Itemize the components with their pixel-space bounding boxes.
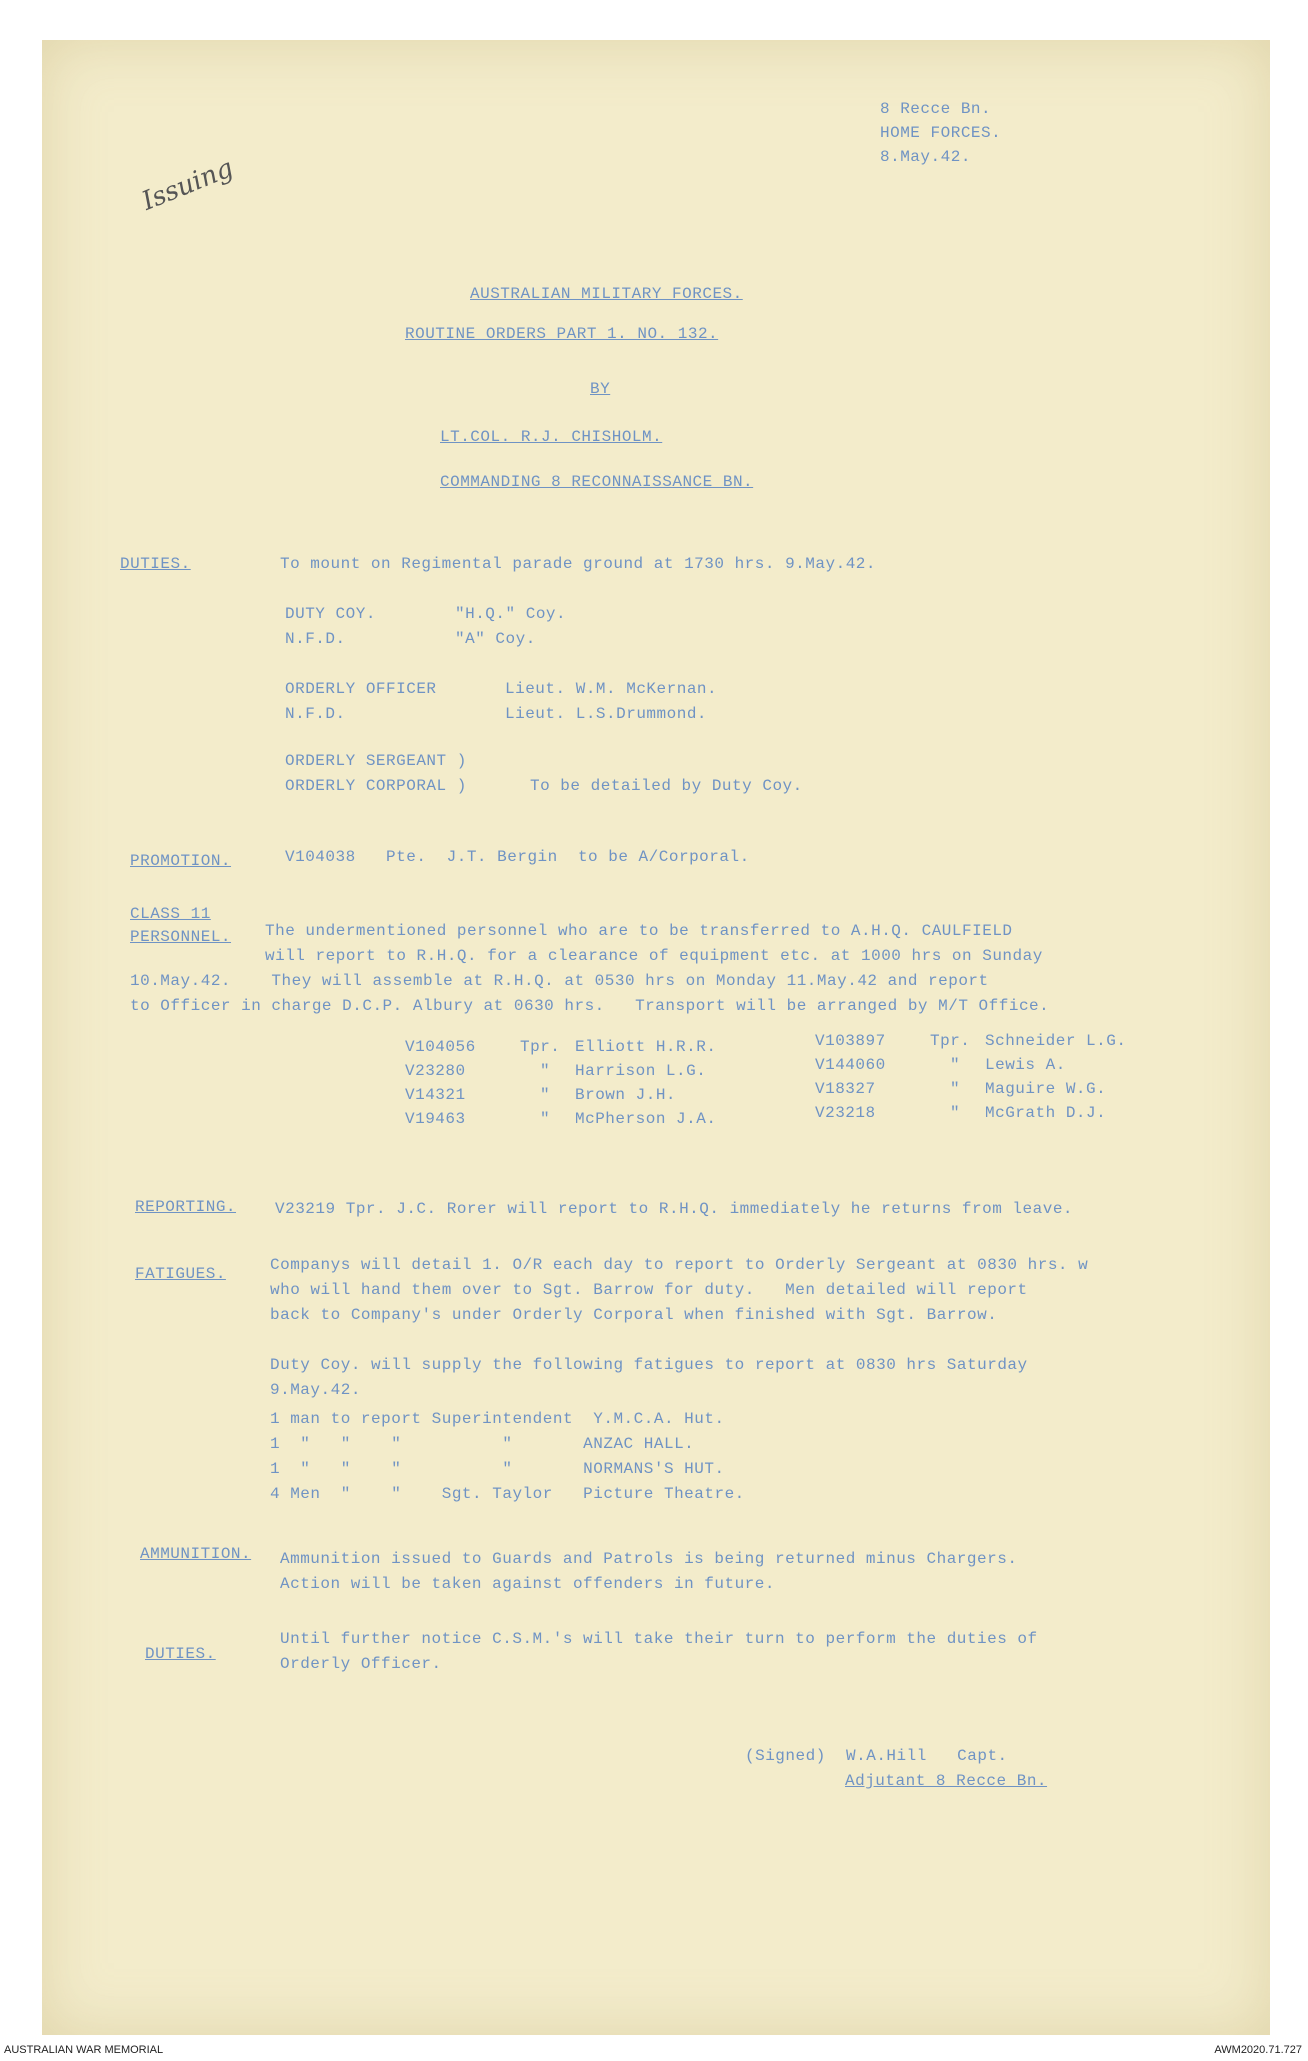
personnel-cell: Lewis A. [985, 1056, 1066, 1074]
fatigues-list-item: 1 " " " " ANZAC HALL. [270, 1435, 695, 1453]
ammunition-line: Action will be taken against offenders in future. [280, 1575, 775, 1593]
personnel-cell: V14321 [405, 1086, 466, 1104]
duties2-heading: DUTIES. [145, 1645, 216, 1663]
personnel-cell: V23218 [815, 1104, 876, 1122]
duties-row-value: "A" Coy. [455, 630, 536, 648]
fatigues-duty-line: 9.May.42. [270, 1381, 361, 1399]
ammunition-heading: AMMUNITION. [140, 1545, 252, 1563]
reporting-text: V23219 Tpr. J.C. Rorer will report to R.H.Q. immediately he returns from leave. [275, 1200, 1074, 1218]
duties-heading: DUTIES. [120, 555, 191, 573]
personnel-cell: Harrison L.G. [575, 1062, 707, 1080]
personnel-cell: V144060 [815, 1056, 886, 1074]
transfer-heading: CLASS 11 [130, 905, 211, 923]
personnel-cell: McGrath D.J. [985, 1104, 1107, 1122]
footer-source: AUSTRALIAN WAR MEMORIAL [4, 2044, 164, 2056]
header-forces: HOME FORCES. [880, 124, 1002, 142]
fatigues-line: Companys will detail 1. O/R each day to report to Orderly Sergeant at 0830 hrs. w [270, 1256, 1089, 1274]
duties-row-label: N.F.D. [285, 705, 346, 723]
personnel-cell: " [950, 1080, 961, 1098]
fatigues-list-item: 1 man to report Superintendent Y.M.C.A. Hut. [270, 1410, 725, 1428]
fatigues-list-item: 1 " " " " NORMANS'S HUT. [270, 1460, 725, 1478]
promotion-heading: PROMOTION. [130, 852, 232, 870]
handwritten-note: Issuing [137, 153, 238, 217]
title-line2: ROUTINE ORDERS PART 1. NO. 132. [405, 325, 719, 343]
footer-accession: AWM2020.71.727 [1214, 2044, 1302, 2056]
duties2-line: Until further notice C.S.M.'s will take their turn to perform the duties of [280, 1630, 1038, 1648]
ammunition-line: Ammunition issued to Guards and Patrols is being returned minus Chargers. [280, 1550, 1018, 1568]
transfer-line: to Officer in charge D.C.P. Albury at 0630 hrs. Transport will be arranged by M/T Office. [130, 997, 1050, 1015]
duties-row-label: N.F.D. [285, 630, 346, 648]
duties-row-label: ORDERLY OFFICER [285, 680, 437, 698]
title-line4: LT.COL. R.J. CHISHOLM. [440, 428, 663, 446]
personnel-cell: " [540, 1110, 551, 1128]
title-line1: AUSTRALIAN MILITARY FORCES. [470, 285, 743, 303]
title-line5: COMMANDING 8 RECONNAISSANCE BN. [440, 473, 754, 491]
personnel-cell: V19463 [405, 1110, 466, 1128]
header-unit: 8 Recce Bn. [880, 100, 992, 118]
personnel-cell: Brown J.H. [575, 1086, 677, 1104]
duties-row-value: Lieut. L.S.Drummond. [505, 705, 708, 723]
transfer-line: will report to R.H.Q. for a clearance of equipment etc. at 1000 hrs on Sunday [265, 947, 1043, 965]
fatigues-heading: FATIGUES. [135, 1265, 226, 1283]
fatigues-line: back to Company's under Orderly Corporal when finished with Sgt. Barrow. [270, 1306, 998, 1324]
signature-line2: Adjutant 8 Recce Bn. [845, 1772, 1048, 1790]
personnel-cell: V18327 [815, 1080, 876, 1098]
personnel-cell: " [540, 1086, 551, 1104]
duties-row-label: ORDERLY CORPORAL ) [285, 777, 467, 795]
header-date: 8.May.42. [880, 148, 971, 166]
transfer-line: The undermentioned personnel who are to be transferred to A.H.Q. CAULFIELD [265, 922, 1013, 940]
duties-row-value: Lieut. W.M. McKernan. [505, 680, 718, 698]
personnel-cell: Elliott H.R.R. [575, 1038, 717, 1056]
personnel-cell: Maguire W.G. [985, 1080, 1107, 1098]
signature-line1: (Signed) W.A.Hill Capt. [745, 1747, 1008, 1765]
personnel-cell: McPherson J.A. [575, 1110, 717, 1128]
personnel-cell: " [540, 1062, 551, 1080]
personnel-cell: Schneider L.G. [985, 1032, 1127, 1050]
personnel-cell: V23280 [405, 1062, 466, 1080]
personnel-cell: V103897 [815, 1032, 886, 1050]
reporting-heading: REPORTING. [135, 1198, 237, 1216]
duties2-line: Orderly Officer. [280, 1655, 442, 1673]
personnel-cell: Tpr. [930, 1032, 971, 1050]
duties-intro: To mount on Regimental parade ground at 1730 hrs. 9.May.42. [280, 555, 876, 573]
duties-row-label: DUTY COY. [285, 605, 376, 623]
personnel-cell: " [950, 1056, 961, 1074]
personnel-cell: V104056 [405, 1038, 476, 1056]
fatigues-duty-line: Duty Coy. will supply the following fatigues to report at 0830 hrs Saturday [270, 1356, 1028, 1374]
personnel-cell: " [950, 1104, 961, 1122]
transfer-line: 10.May.42. They will assemble at R.H.Q. at 0530 hrs on Monday 11.May.42 and report [130, 972, 989, 990]
transfer-heading: PERSONNEL. [130, 928, 232, 946]
fatigues-line: who will hand them over to Sgt. Barrow for duty. Men detailed will report [270, 1281, 1028, 1299]
duties-row-label: ORDERLY SERGEANT ) [285, 752, 467, 770]
promotion-text: V104038 Pte. J.T. Bergin to be A/Corporal. [285, 848, 750, 866]
duties-row-value: "H.Q." Coy. [455, 605, 567, 623]
personnel-cell: Tpr. [520, 1038, 561, 1056]
fatigues-list-item: 4 Men " " Sgt. Taylor Picture Theatre. [270, 1485, 745, 1503]
title-line3: BY [590, 380, 611, 398]
duties-row-value: To be detailed by Duty Coy. [530, 777, 803, 795]
